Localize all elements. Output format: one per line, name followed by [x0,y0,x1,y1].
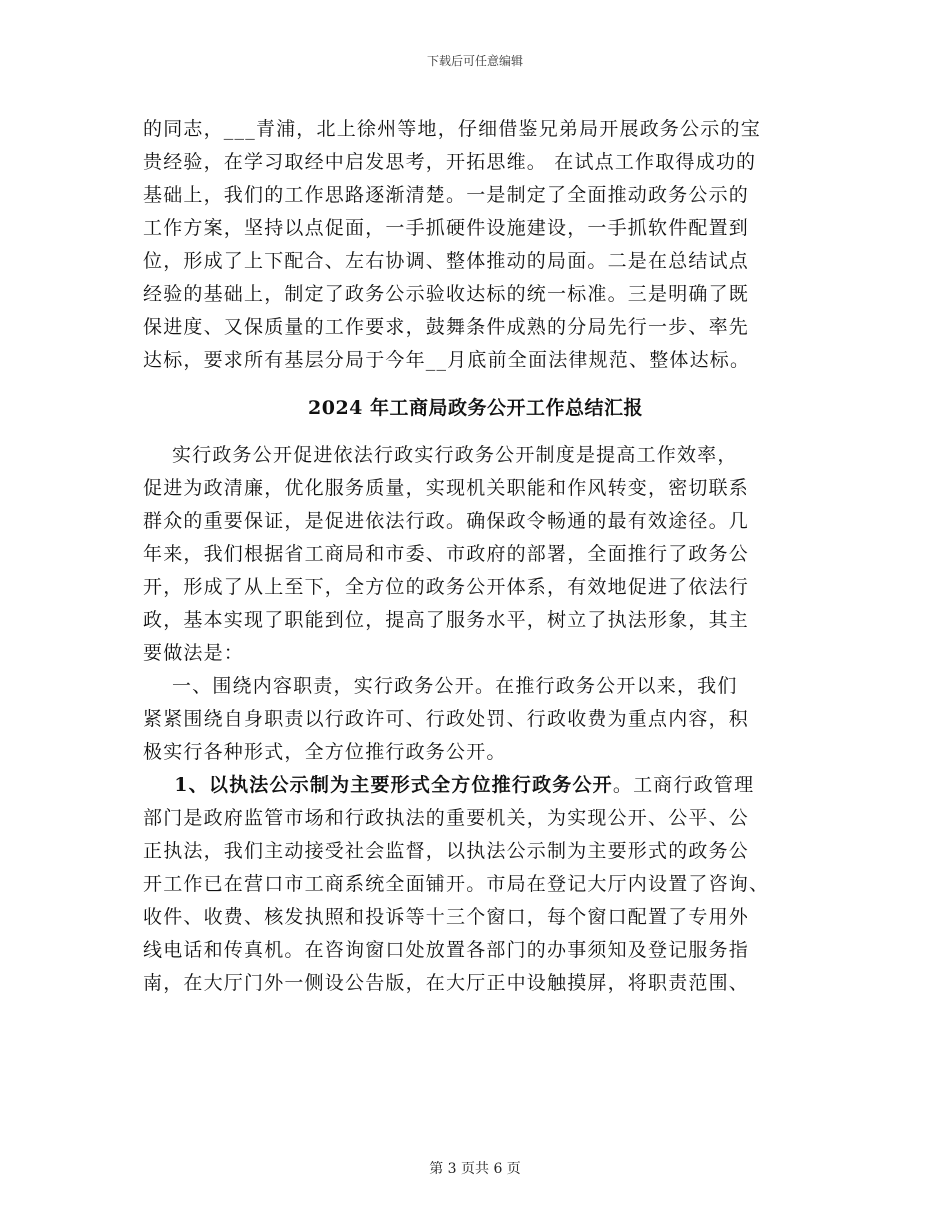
text-line: 促进为政清廉，优化服务质量，实现机关职能和作风转变，密切联系 [143,477,750,499]
text-line: 政，基本实现了职能到位，提高了服务水平，树立了执法形象，其主 [143,609,750,631]
text-line: 实行政务公开促进依法行政实行政务公开制度是提高工作效率， [143,444,738,466]
text-line: 紧紧围绕自身职责以行政许可、行政处罚、行政收费为重点内容，积 [143,708,750,730]
page-header: 下载后可任意编辑 [426,54,523,68]
section-title: 2024 年工商局政务公开工作总结汇报 [308,397,643,419]
text-line: 基础上，我们的工作思路逐渐清楚。一是制定了全面推动政务公示的 [143,184,750,206]
text-line: 开工作已在营口市工商系统全面铺开。市局在登记大厅内设置了咨询、 [143,873,770,895]
bold-heading: 1、以执法公示制为主要形式全方位推行政务公开 [143,774,613,796]
text-line: 南，在大厅门外一侧设公告版，在大厅正中设触摸屏，将职责范围、 [143,972,750,994]
text-line: 达标，要求所有基层分局于今年__月底前全面法律规范、整体达标。 [143,349,751,371]
text-line: 线电话和传真机。在咨询窗口处放置各部门的办事须知及登记服务指 [143,939,750,961]
text-line: 部门是政府监管市场和行政执法的重要机关，为实现公开、公平、公 [143,807,750,829]
text-line: 位，形成了上下配合、左右协调、整体推动的局面。二是在总结试点 [143,250,750,272]
text-line: 保进度、又保质量的工作要求，鼓舞条件成熟的分局先行一步、率先 [143,316,750,338]
text-line: 极实行各种形式，全方位推行政务公开。 [143,741,507,763]
section-heading-line [143,769,808,802]
text-line: 经验的基础上，制定了政务公示验收达标的统一标准。三是明确了既 [143,283,750,305]
text-line: 开，形成了从上至下，全方位的政务公开体系，有效地促进了依法行 [143,576,750,598]
text-line: 贵经验，在学习取经中启发思考，开拓思维。 在试点工作取得成功的 [143,151,757,173]
text-line: 的同志，___青浦，北上徐州等地，仔细借鉴兄弟局开展政务公示的宝 [143,118,761,140]
text-line: 一、围绕内容职责，实行政务公开。在推行政务公开以来，我们 [143,675,738,697]
text-line: 收件、收费、核发执照和投诉等十三个窗口，每个窗口配置了专用外 [143,906,750,928]
text-line: 正执法，我们主动接受社会监督，以执法公示制为主要形式的政务公 [143,840,750,862]
text-line: 群众的重要保证，是促进依法行政。确保政令畅通的最有效途径。几 [143,510,750,532]
text-line: 年来，我们根据省工商局和市委、市政府的部署，全面推行了政务公 [143,543,750,565]
text-line: 要做法是： [143,642,245,664]
document-body [143,113,808,1000]
page-footer: 第 3 页共 6 页 [429,1161,521,1177]
heading-continuation: 。工商行政管理 [612,774,755,796]
text-line: 工作方案，坚持以点促面，一手抓硬件设施建设，一手抓软件配置到 [143,217,750,239]
